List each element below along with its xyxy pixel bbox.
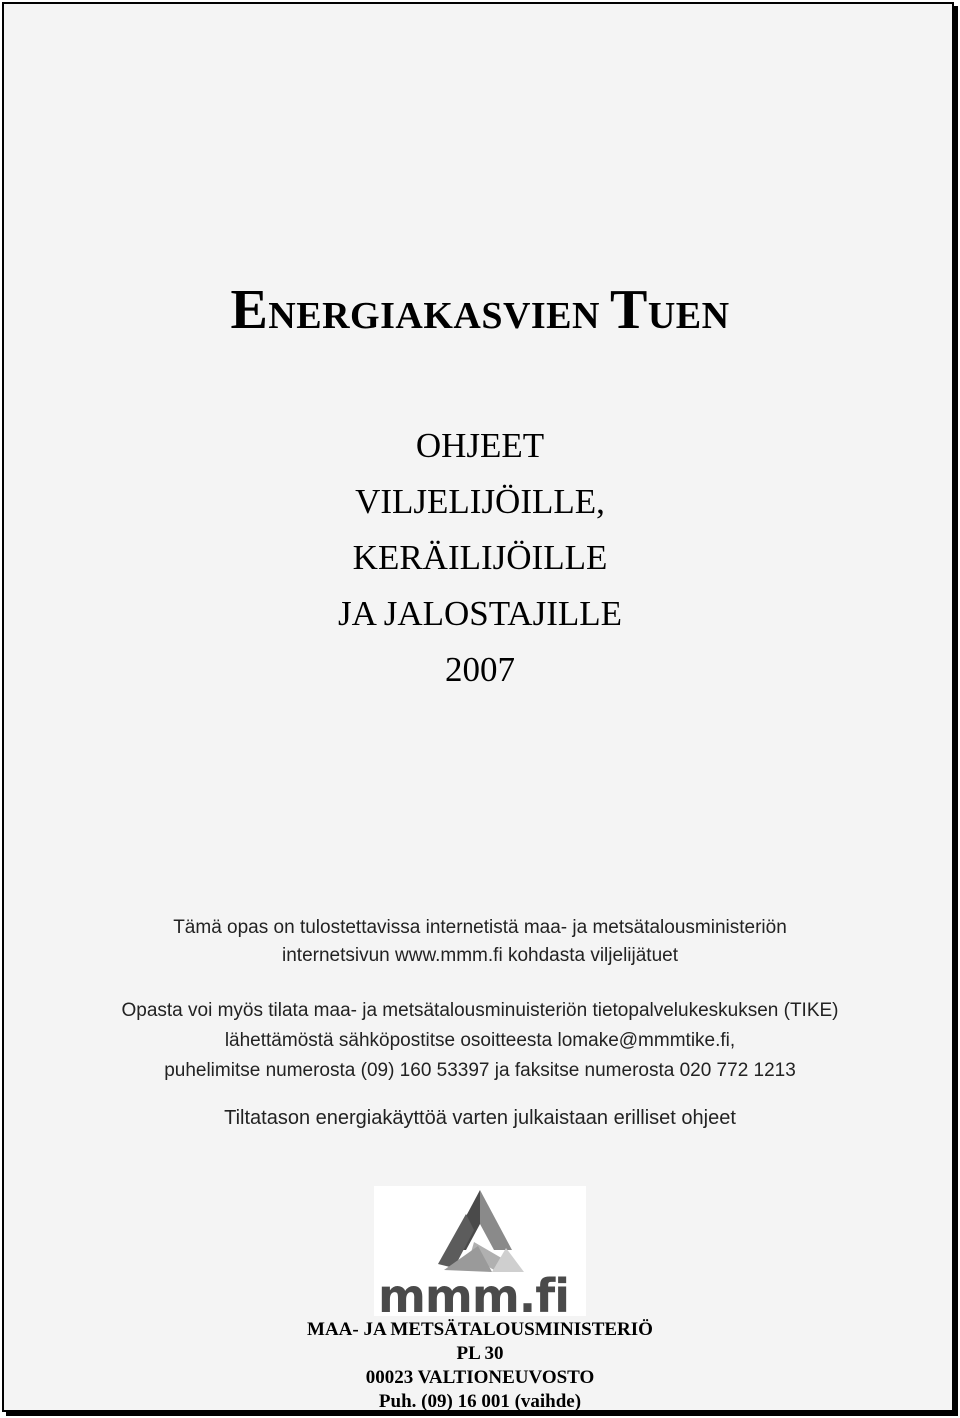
- paragraph-line: Tämä opas on tulostettavissa internetistä maa- ja metsätalousministeriön: [173, 917, 787, 938]
- postal-box: PL 30: [456, 1343, 504, 1364]
- subtitle-line: JA JALOSTAJILLE: [338, 594, 622, 633]
- subtitle-line: KERÄILIJÖILLE: [352, 538, 608, 577]
- mmm-logo: [374, 1186, 586, 1316]
- ordering-paragraph: [0, 996, 960, 1086]
- document-title: [0, 278, 960, 342]
- subtitle-line: VILJELIJÖILLE,: [355, 482, 605, 521]
- title-word-1: NERGIAKASVIEN: [268, 295, 600, 337]
- title-word-2: UEN: [647, 295, 730, 337]
- paragraph-line: puhelimitse numerosta (09) 160 53397 ja faksitse numerosta 020 772 1213: [164, 1060, 796, 1081]
- subtitle-block: [0, 418, 960, 698]
- ministry-address: [0, 1318, 960, 1414]
- farm-energy-note: Tiltatason energiakäyttöä varten julkaistaan erilliset ohjeet: [224, 1107, 736, 1129]
- logo-text: mmm.fi: [378, 1269, 570, 1316]
- paragraph-line: Opasta voi myös tilata maa- ja metsätalousminuisteriön tietopalvelukeskuksen (TIKE): [121, 1000, 839, 1021]
- availability-paragraph: [0, 914, 960, 970]
- subtitle-line: OHJEET: [415, 426, 545, 465]
- ministry-name: MAA- JA METSÄTALOUSMINISTERIÖ: [307, 1319, 653, 1340]
- mmm-triangle-logo-icon: [374, 1186, 586, 1316]
- paragraph-line: internetsivun www.mmm.fi kohdasta viljelijätuet: [282, 945, 678, 966]
- title-initial-2: T: [609, 279, 648, 341]
- subtitle-year: 2007: [445, 650, 515, 689]
- phone-number: Puh. (09) 16 001 (vaihde): [378, 1391, 582, 1412]
- postal-code-city: 00023 VALTIONEUVOSTO: [365, 1367, 595, 1388]
- title-initial-1: E: [230, 279, 269, 341]
- paragraph-line: lähettämöstä sähköpostitse osoitteesta lomake@mmmtike.fi,: [224, 1030, 736, 1051]
